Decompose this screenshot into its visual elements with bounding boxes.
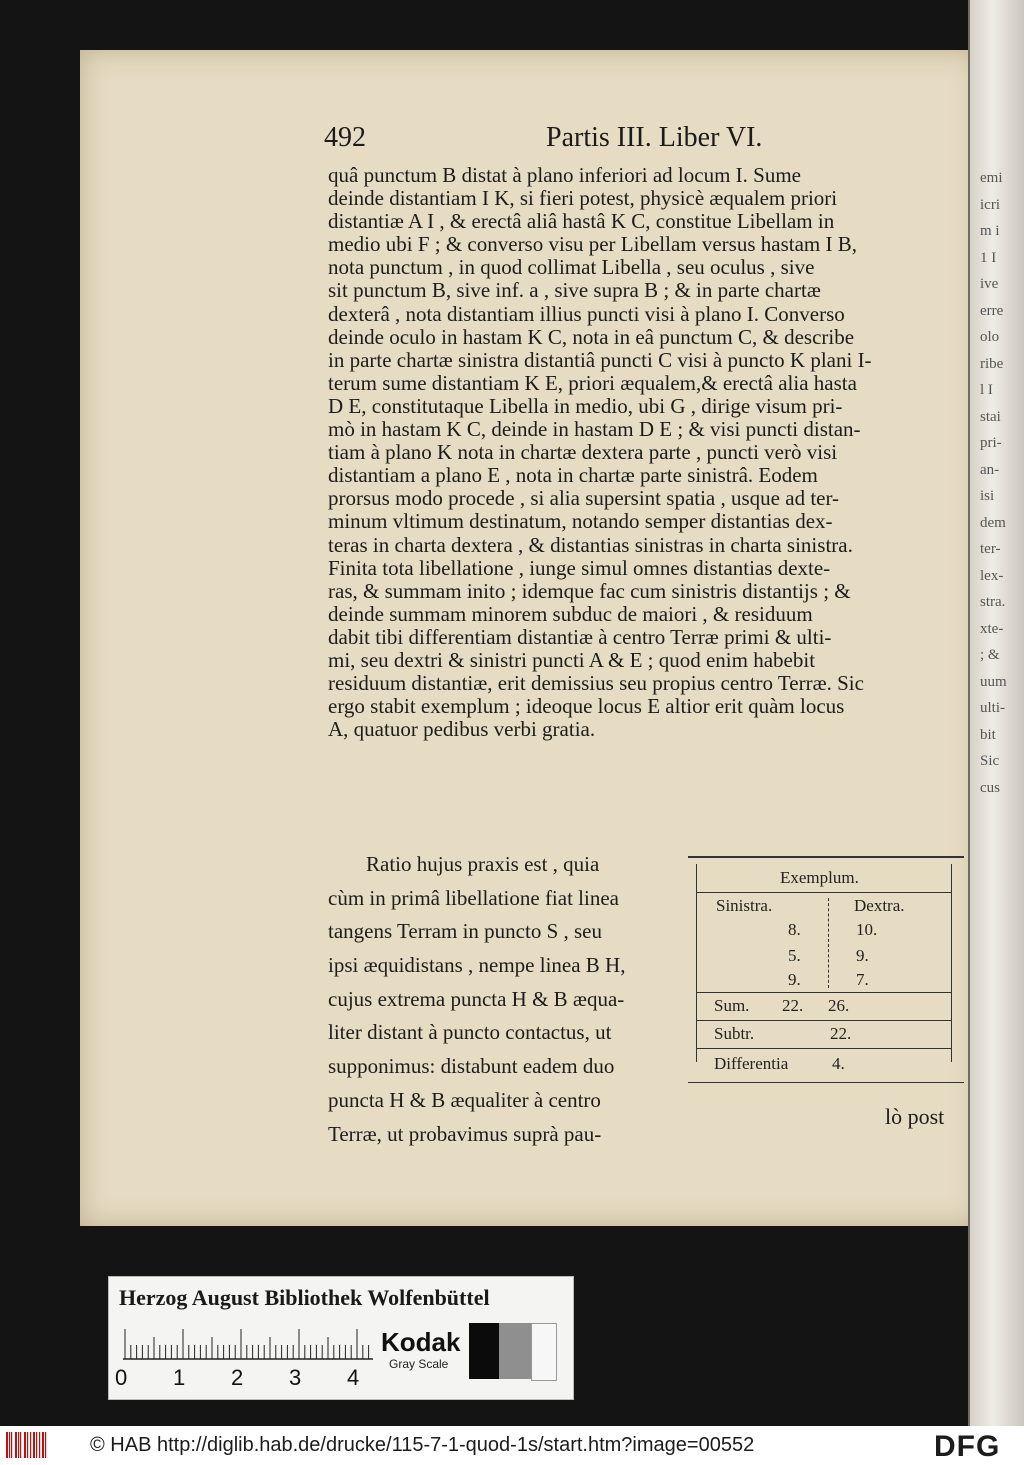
left-column-header: Sinistra. [716, 896, 773, 915]
kodak-subtitle: Gray Scale [389, 1357, 449, 1371]
logo-bar [20, 1432, 21, 1458]
ruler-number: 3 [289, 1365, 302, 1390]
text-line: tangens Terram in puncto S , seu [328, 919, 603, 944]
text-line: mò in hastam K C, deinde in hastam D E ; & visi puncti distan- [328, 417, 861, 442]
bleed-line: xte- [980, 620, 1004, 637]
bleed-line: 1 I [980, 249, 997, 266]
table-rule [696, 1020, 952, 1021]
footer-bar [0, 1426, 1024, 1465]
column-divider [828, 898, 829, 988]
text-line: dabit tibi differentiam distantiæ à centro Terræ primi & ulti- [328, 624, 832, 649]
bleed-line: ; & [980, 647, 1000, 663]
text-line: mi, seu dextri & sinistri puncti A & E ; quod enim habebit [328, 647, 816, 672]
table-bottom-rule [688, 1082, 964, 1083]
table-rule [696, 1048, 952, 1049]
bleed-line: stra. [980, 594, 1006, 610]
text-line: Finita tota libellatione , iunge simul omnes distantias dexte- [328, 555, 831, 580]
text-line: tiam à plano K nota in chartæ dextera parte , puncti verò visi [328, 440, 838, 465]
table-title: Exemplum. [780, 868, 859, 887]
text-line: deinde summam minorem subduc de maiori , & residuum [328, 601, 813, 626]
table-rule [696, 992, 952, 993]
logo-bar [33, 1432, 35, 1458]
logo-bar [6, 1432, 8, 1458]
logo-bar [15, 1432, 17, 1458]
logo-bar [9, 1432, 10, 1458]
text-line: distantiæ A I , & erectâ aliâ hastâ K C, constitue Libellam in [328, 209, 835, 234]
bleed-line: icri [980, 196, 1000, 213]
sum-left: 22. [782, 996, 804, 1015]
text-line: ergo stabit exemplum ; ideoque locus E altior erit quàm locus [328, 694, 845, 719]
running-head: Partis III. Liber VI. [546, 122, 763, 153]
page-header [324, 120, 804, 160]
library-name: Herzog August Bibliothek Wolfenbüttel [119, 1285, 490, 1310]
gray-swatch-white [531, 1323, 557, 1381]
hab-logo-icon [6, 1432, 48, 1458]
ruler-number: 1 [173, 1365, 186, 1390]
table-rule [696, 892, 952, 893]
bleed-line: stai [980, 408, 1001, 425]
difference-label: Differentia [714, 1054, 789, 1073]
text-line: D E, constitutaque Libella in medio, ubi G , dirige visum pri- [328, 393, 843, 418]
text-line: nota punctum , in quod collimat Libella , seu oculus , sive [328, 255, 815, 280]
subtr-value: 22. [830, 1024, 852, 1043]
bleed-line: Sic [980, 753, 1000, 769]
ruler-numbers [115, 1365, 375, 1393]
logo-bar [27, 1432, 28, 1458]
text-line: in parte chartæ sinistra distantiâ puncti C visi à puncto K plani I- [328, 347, 872, 372]
gray-swatch-mid [499, 1323, 531, 1379]
logo-bar [39, 1432, 40, 1458]
bleed-line: olo [980, 329, 1000, 345]
text-line: supponimus: distabunt eadem duo [328, 1054, 615, 1079]
bleed-line: lex- [980, 567, 1004, 584]
logo-bar [42, 1432, 44, 1458]
left-value: 8. [788, 920, 801, 939]
text-line: cujus extrema puncta H & B æqua- [328, 986, 625, 1011]
text-line: deinde oculo in hastam K C, nota in eâ punctum C, & describe [328, 324, 855, 349]
bleed-line: bit [980, 726, 996, 743]
ruler-number: 4 [347, 1365, 360, 1390]
bleed-line: pri- [980, 435, 1002, 451]
bleed-line: ive [980, 276, 999, 292]
difference-value: 4. [832, 1054, 845, 1073]
text-line: sit punctum B, sive inf. a , sive supra B ; & in parte chartæ [328, 278, 821, 303]
logo-bar [45, 1432, 46, 1458]
bleed-line: an- [980, 461, 1000, 478]
catchword: lò post [885, 1104, 945, 1129]
logo-bar [36, 1432, 37, 1458]
right-value: 10. [856, 920, 878, 939]
text-line: minum vltimum destinatum, notando semper distantias dex- [328, 509, 833, 534]
bleed-line: ter- [980, 541, 1001, 557]
text-line: terum sume distantiam K E, priori æqualem,& erectâ alia hasta [328, 370, 857, 395]
ruler-number: 0 [115, 1365, 128, 1390]
text-line: cùm in primâ libellatione fiat linea [328, 885, 619, 910]
text-line: deinde distantiam I K, si fieri potest, physicè æqualem priori [328, 186, 838, 211]
body-text [328, 164, 970, 741]
text-line: puncta H & B æqualiter à centro [328, 1087, 601, 1112]
page-number: 492 [324, 122, 366, 153]
left-value: 9. [788, 970, 801, 989]
text-line: ipsi æquidistans , nempe linea B H, [328, 953, 626, 978]
bleed-line: cus [980, 779, 1000, 796]
bleed-line: erre [980, 302, 1004, 319]
left-value: 5. [788, 946, 801, 965]
text-line: quâ punctum B distat à plano inferiori ad locum I. Sume [328, 163, 801, 187]
text-line: ras, & summam inito ; idemque fac cum sinistris distantijs ; & [328, 578, 851, 603]
text-line: prorsus modo procede , si alia supersint spatia , usque ad ter- [328, 486, 840, 511]
ruler-scale [123, 1323, 373, 1369]
copyright-url[interactable]: © HAB http://diglib.hab.de/drucke/115-7-1-quod-1s/start.htm?image=00552 [90, 1434, 755, 1456]
bleed-line: isi [980, 488, 995, 504]
text-line: liter distant à puncto contactus, ut [328, 1020, 612, 1045]
bleed-line: uum [980, 673, 1007, 690]
right-value: 7. [856, 970, 869, 989]
example-table [688, 856, 964, 1086]
bleed-line: ulti- [980, 700, 1005, 716]
text-line: teras in charta dextera , & distantias sinistras in charta sinistra. [328, 532, 853, 557]
logo-bar [30, 1432, 31, 1458]
logo-bar [24, 1432, 26, 1458]
bleed-line: emi [980, 170, 1003, 186]
narrow-paragraph [328, 848, 688, 1151]
dfg-logo: DFG [934, 1430, 1001, 1463]
text-line: distantiam a plano E , nota in chartæ parte sinistrâ. Eodem [328, 463, 818, 488]
bleed-line: l I [980, 382, 993, 398]
bleed-line: m i [980, 223, 1000, 239]
subtr-label: Subtr. [714, 1024, 755, 1043]
text-line: medio ubi F ; & converso visu per Libellam versus hastam I B, [328, 232, 857, 257]
text-line: residuum distantiæ, erit demissius seu propius centro Terræ. Sic [328, 671, 864, 696]
text-line: dexterâ , nota distantiam illius puncti visi à plano I. Converso [328, 301, 845, 326]
bleed-line: ribe [980, 355, 1004, 372]
sum-label: Sum. [714, 996, 750, 1015]
gray-swatch-black [469, 1323, 499, 1379]
text-line: Ratio hujus praxis est , quia [366, 852, 600, 876]
text-line: Terræ, ut probavimus suprà pau- [328, 1121, 602, 1146]
color-calibration-card [108, 1276, 574, 1400]
kodak-logo-text: Kodak [381, 1327, 461, 1357]
bleed-line: dem [980, 514, 1006, 531]
right-column-header: Dextra. [854, 896, 905, 915]
ruler-number: 2 [231, 1365, 244, 1390]
logo-bar [18, 1432, 19, 1458]
right-value: 9. [856, 946, 869, 965]
text-line: A, quatuor pedibus verbi gratia. [328, 717, 596, 742]
sum-right: 26. [828, 996, 850, 1015]
logo-bar [11, 1432, 12, 1458]
